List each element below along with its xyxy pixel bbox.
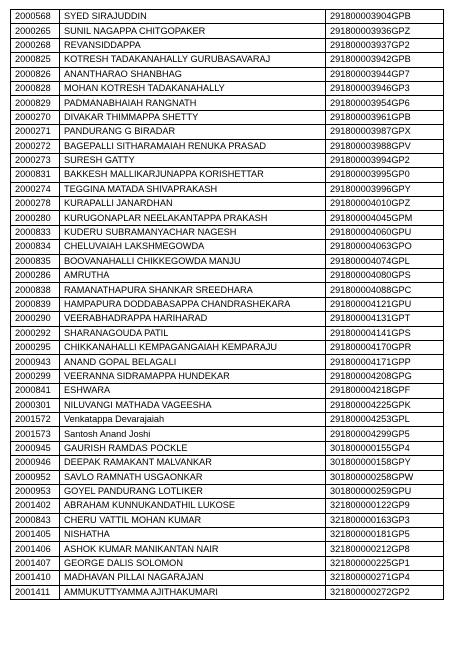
record-id-cell: 2000301 <box>11 398 60 412</box>
name-cell: KUDERU SUBRAMANYACHAR NAGESH <box>60 225 326 239</box>
reference-number-cell: 291800004045GPM <box>326 211 444 225</box>
reference-number-cell: 301800000258GPW <box>326 470 444 484</box>
table-row <box>11 456 444 470</box>
table-row <box>11 153 444 167</box>
name-cell: TEGGINA MATADA SHIVAPRAKASH <box>60 182 326 196</box>
table-row <box>11 297 444 311</box>
table-row <box>11 269 444 283</box>
name-cell: ANANTHARAO SHANBHAG <box>60 67 326 81</box>
name-cell: CHIKKANAHALLI KEMPAGANGAIAH KEMPARAJU <box>60 340 326 354</box>
record-id-cell: 2000946 <box>11 456 60 470</box>
table-row <box>11 398 444 412</box>
reference-number-cell: 321800000225GP1 <box>326 556 444 570</box>
name-cell: KURAPALLI JANARDHAN <box>60 197 326 211</box>
name-cell: RAMANATHAPURA SHANKAR SREEDHARA <box>60 283 326 297</box>
reference-number-cell: 291800003995GP0 <box>326 168 444 182</box>
table-row <box>11 96 444 110</box>
reference-number-cell: 291800004088GPC <box>326 283 444 297</box>
reference-number-cell: 291800004074GPL <box>326 254 444 268</box>
table-row <box>11 254 444 268</box>
table-row <box>11 340 444 354</box>
table-row <box>11 24 444 38</box>
table-row <box>11 499 444 513</box>
table-row <box>11 412 444 426</box>
table-row <box>11 326 444 340</box>
table-row <box>11 355 444 369</box>
reference-number-cell: 291800004131GPT <box>326 312 444 326</box>
record-id-cell: 2000290 <box>11 312 60 326</box>
name-cell: MOHAN KOTRESH TADAKANAHALLY <box>60 81 326 95</box>
name-cell: KOTRESH TADAKANAHALLY GURUBASAVARAJ <box>60 53 326 67</box>
table-row <box>11 369 444 383</box>
name-cell: VEERANNA SIDRAMAPPA HUNDEKAR <box>60 369 326 383</box>
name-cell: MADHAVAN PILLAI NAGARAJAN <box>60 571 326 585</box>
name-cell: NISHATHA <box>60 528 326 542</box>
record-id-cell: 2000273 <box>11 153 60 167</box>
table-row <box>11 528 444 542</box>
record-id-cell: 2000835 <box>11 254 60 268</box>
name-cell: SAVLO RAMNATH USGAONKAR <box>60 470 326 484</box>
name-cell: SHARANAGOUDA PATIL <box>60 326 326 340</box>
record-id-cell: 2001407 <box>11 556 60 570</box>
name-cell: GAURISH RAMDAS POCKLE <box>60 441 326 455</box>
reference-number-cell: 291800003946GP3 <box>326 81 444 95</box>
reference-number-cell: 291800003996GPY <box>326 182 444 196</box>
record-id-cell: 2000843 <box>11 513 60 527</box>
reference-number-cell: 291800003988GPV <box>326 139 444 153</box>
reference-number-cell: 321800000271GP4 <box>326 571 444 585</box>
record-id-cell: 2000943 <box>11 355 60 369</box>
name-cell: AMMUKUTTYAMMA AJITHAKUMARI <box>60 585 326 599</box>
name-cell: CHELUVAIAH LAKSHMEGOWDA <box>60 240 326 254</box>
record-id-cell: 2000265 <box>11 24 60 38</box>
record-id-cell: 2000841 <box>11 384 60 398</box>
name-cell: Venkatappa Devarajaiah <box>60 412 326 426</box>
reference-number-cell: 291800004170GPR <box>326 340 444 354</box>
reference-number-cell: 291800003936GPZ <box>326 24 444 38</box>
table-row <box>11 384 444 398</box>
record-id-cell: 2000286 <box>11 269 60 283</box>
reference-number-cell: 291800003904GPB <box>326 10 444 24</box>
table-row <box>11 470 444 484</box>
reference-number-cell: 291800003954GP6 <box>326 96 444 110</box>
name-cell: ANAND GOPAL BELAGALI <box>60 355 326 369</box>
record-id-cell: 2000299 <box>11 369 60 383</box>
reference-number-cell: 321800000272GP2 <box>326 585 444 599</box>
name-cell: HAMPAPURA DODDABASAPPA CHANDRASHEKARA <box>60 297 326 311</box>
reference-number-cell: 291800003987GPX <box>326 125 444 139</box>
name-cell: REVANSIDDAPPA <box>60 38 326 52</box>
name-cell: BAKKESH MALLIKARJUNAPPA KORISHETTAR <box>60 168 326 182</box>
name-cell: VEERABHADRAPPA HARIHARAD <box>60 312 326 326</box>
name-cell: SURESH GATTY <box>60 153 326 167</box>
table-row <box>11 283 444 297</box>
reference-number-cell: 291800004225GPK <box>326 398 444 412</box>
reference-number-cell: 291800004010GPZ <box>326 197 444 211</box>
name-cell: SUNIL NAGAPPA CHITGOPAKER <box>60 24 326 38</box>
record-id-cell: 2001410 <box>11 571 60 585</box>
record-id-cell: 2000828 <box>11 81 60 95</box>
record-id-cell: 2001572 <box>11 412 60 426</box>
table-row <box>11 53 444 67</box>
reference-number-cell: 291800004063GPO <box>326 240 444 254</box>
table-row <box>11 556 444 570</box>
record-id-cell: 2001406 <box>11 542 60 556</box>
name-cell: PANDURANG G BIRADAR <box>60 125 326 139</box>
reference-number-cell: 291800004080GPS <box>326 269 444 283</box>
reference-number-cell: 291800003942GPB <box>326 53 444 67</box>
record-id-cell: 2000270 <box>11 110 60 124</box>
record-id-cell: 2000272 <box>11 139 60 153</box>
reference-number-cell: 291800004253GPL <box>326 412 444 426</box>
record-id-cell: 2000278 <box>11 197 60 211</box>
record-id-cell: 2001402 <box>11 499 60 513</box>
record-id-cell: 2001405 <box>11 528 60 542</box>
name-cell: DIVAKAR THIMMAPPA SHETTY <box>60 110 326 124</box>
name-cell: CHERU VATTIL MOHAN KUMAR <box>60 513 326 527</box>
record-id-cell: 2000292 <box>11 326 60 340</box>
reference-number-cell: 291800004208GPG <box>326 369 444 383</box>
record-id-cell: 2000952 <box>11 470 60 484</box>
table-row <box>11 542 444 556</box>
name-cell: SYED SIRAJUDDIN <box>60 10 326 24</box>
name-cell: DEEPAK RAMAKANT MALVANKAR <box>60 456 326 470</box>
name-cell: ABRAHAM KUNNUKANDATHIL LUKOSE <box>60 499 326 513</box>
name-cell: AMRUTHA <box>60 269 326 283</box>
reference-number-cell: 291800004141GPS <box>326 326 444 340</box>
record-id-cell: 2000268 <box>11 38 60 52</box>
table-row <box>11 225 444 239</box>
reference-number-cell: 321800000163GP3 <box>326 513 444 527</box>
table-row <box>11 240 444 254</box>
table-row <box>11 211 444 225</box>
name-cell: ASHOK KUMAR MANIKANTAN NAIR <box>60 542 326 556</box>
record-id-cell: 2000271 <box>11 125 60 139</box>
table-row <box>11 312 444 326</box>
record-id-cell: 2000826 <box>11 67 60 81</box>
record-id-cell: 2000825 <box>11 53 60 67</box>
table-row <box>11 10 444 24</box>
reference-number-cell: 301800000158GPY <box>326 456 444 470</box>
name-cell: BOOVANAHALLI CHIKKEGOWDA MANJU <box>60 254 326 268</box>
name-cell: KURUGONAPLAR NEELAKANTAPPA PRAKASH <box>60 211 326 225</box>
reference-number-cell: 301800000155GP4 <box>326 441 444 455</box>
name-cell: BAGEPALLI SITHARAMAIAH RENUKA PRASAD <box>60 139 326 153</box>
record-id-cell: 2000274 <box>11 182 60 196</box>
table-row <box>11 484 444 498</box>
reference-number-cell: 291800004121GPU <box>326 297 444 311</box>
reference-number-cell: 291800003944GP7 <box>326 67 444 81</box>
table-row <box>11 38 444 52</box>
table-row <box>11 125 444 139</box>
records-table <box>10 9 444 600</box>
record-id-cell: 2000295 <box>11 340 60 354</box>
name-cell: GOYEL PANDURANG LOTLIKER <box>60 484 326 498</box>
reference-number-cell: 321800000212GP8 <box>326 542 444 556</box>
record-id-cell: 2000568 <box>11 10 60 24</box>
reference-number-cell: 291800003937GP2 <box>326 38 444 52</box>
records-table-body <box>11 10 444 600</box>
reference-number-cell: 301800000259GPU <box>326 484 444 498</box>
name-cell: PADMANABHAIAH RANGNATH <box>60 96 326 110</box>
table-row <box>11 67 444 81</box>
record-id-cell: 2000280 <box>11 211 60 225</box>
record-id-cell: 2000839 <box>11 297 60 311</box>
table-row <box>11 168 444 182</box>
record-id-cell: 2000829 <box>11 96 60 110</box>
reference-number-cell: 291800004060GPU <box>326 225 444 239</box>
name-cell: ESHWARA <box>60 384 326 398</box>
record-id-cell: 2000945 <box>11 441 60 455</box>
table-row <box>11 513 444 527</box>
table-row <box>11 139 444 153</box>
record-id-cell: 2000953 <box>11 484 60 498</box>
table-row <box>11 427 444 441</box>
record-id-cell: 2000834 <box>11 240 60 254</box>
record-id-cell: 2001411 <box>11 585 60 599</box>
table-row <box>11 81 444 95</box>
reference-number-cell: 291800004171GPP <box>326 355 444 369</box>
table-row <box>11 571 444 585</box>
record-id-cell: 2000833 <box>11 225 60 239</box>
reference-number-cell: 321800000181GP5 <box>326 528 444 542</box>
table-row <box>11 441 444 455</box>
reference-number-cell: 291800004299GP5 <box>326 427 444 441</box>
table-row <box>11 197 444 211</box>
table-row <box>11 110 444 124</box>
record-id-cell: 2000831 <box>11 168 60 182</box>
table-row <box>11 585 444 599</box>
record-id-cell: 2000838 <box>11 283 60 297</box>
name-cell: NILUVANGI MATHADA VAGEESHA <box>60 398 326 412</box>
reference-number-cell: 291800003994GP2 <box>326 153 444 167</box>
record-id-cell: 2001573 <box>11 427 60 441</box>
reference-number-cell: 291800003961GPB <box>326 110 444 124</box>
name-cell: GEORGE DALIS SOLOMON <box>60 556 326 570</box>
table-row <box>11 182 444 196</box>
name-cell: Santosh Anand Joshi <box>60 427 326 441</box>
reference-number-cell: 321800000122GP9 <box>326 499 444 513</box>
reference-number-cell: 291800004218GPF <box>326 384 444 398</box>
